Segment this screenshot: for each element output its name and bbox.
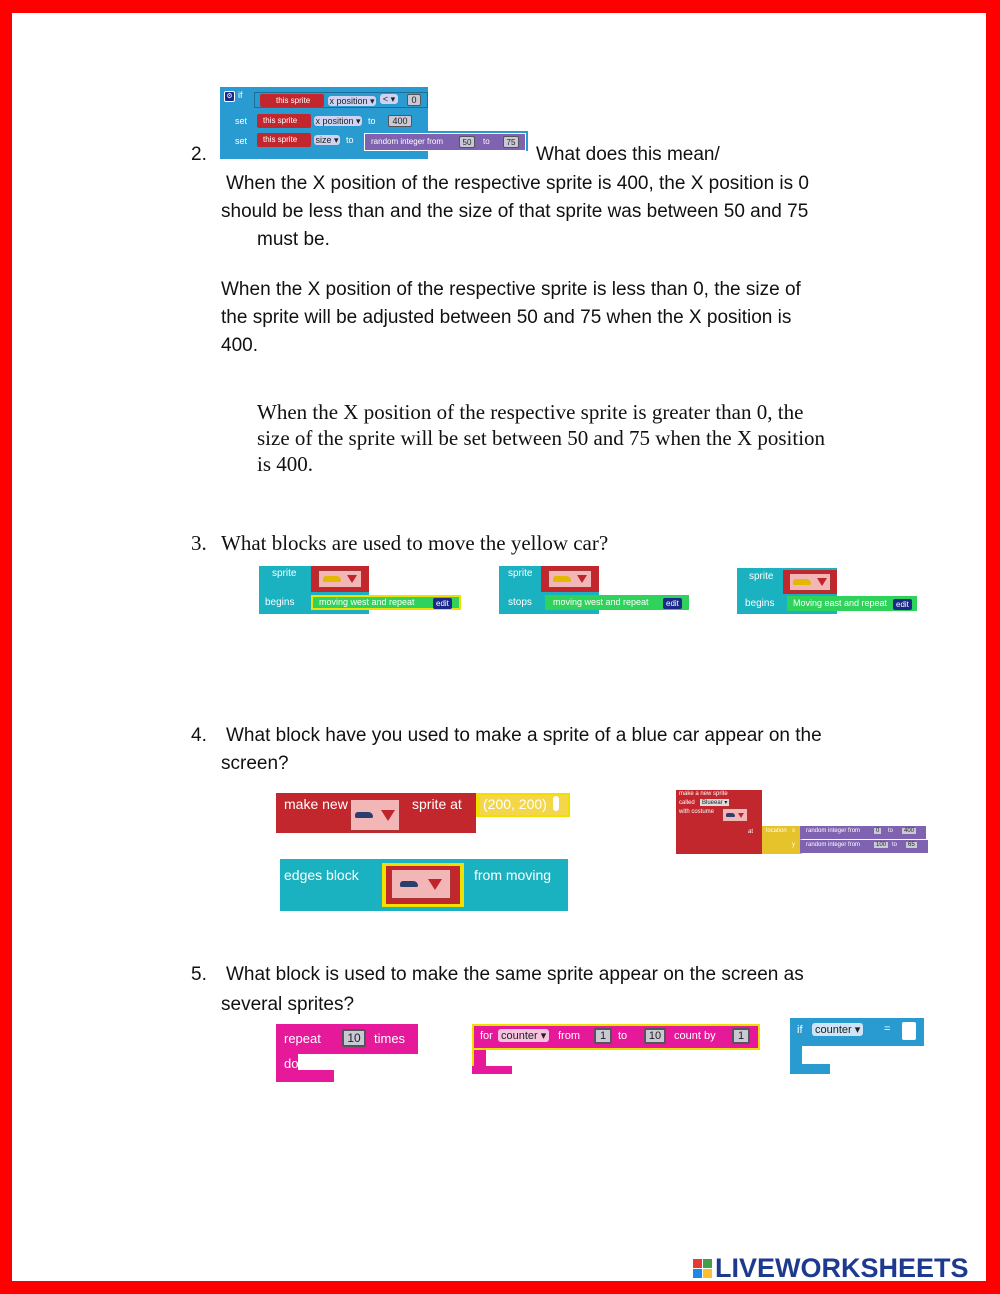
q4-option-make-a-new-sprite[interactable] [676,790,928,855]
do-label: do [284,1056,299,1071]
equals-label: = [884,1023,891,1035]
yellow-car-dropdown [318,570,362,588]
set-label: set [235,116,248,126]
q2-question: What does this mean/ [536,144,720,165]
yellow-car-dropdown [548,570,592,588]
with-costume-label: with costume [679,809,715,815]
blue-car-icon [355,812,373,818]
random-integer-label: random integer from [806,842,861,848]
q2-option-b-line1[interactable]: When the X position of the respective sprite is less than 0, the size of [221,279,801,300]
q2-option-a-line1[interactable]: When the X position of the respective sprite is 400, the X position is 0 [226,173,809,194]
yellow-car-icon [793,579,811,585]
max-value: 400 [904,828,915,834]
to-label: to [888,828,894,834]
called-label: called [679,800,695,806]
to-label: to [618,1030,628,1042]
q4-number: 4. [191,725,207,746]
make-new-sprite-label: make a new sprite [679,791,728,797]
yellow-car-icon [323,576,341,582]
q3-number: 3. [191,531,207,555]
q2-option-c-line3[interactable]: is 400. [257,452,314,476]
x-position-dropdown: x position ▾ [315,115,361,126]
counter-dropdown: counter ▾ [812,1023,863,1036]
q2-option-c-line1[interactable]: When the X position of the respective sprite is greater than 0, the [257,400,804,424]
to-label: to [892,842,898,848]
75-value: 75 [503,136,519,148]
edit-button[interactable]: edit [663,598,682,609]
y-label: y [792,842,795,848]
sprite-at-label: sprite at [412,796,462,812]
counter-dropdown: counter ▾ [498,1029,549,1042]
q2-option-b-line2[interactable]: the sprite will be adjusted between 50 and 75 when the X position is [221,307,792,328]
blue-car-dropdown [722,808,748,822]
empty-input-slot [902,1022,916,1040]
edges-block-label: edges block [284,867,359,883]
zero-value: 0 [407,94,421,106]
begins-label: begins [265,597,295,608]
from-value: 1 [594,1028,612,1044]
begins-label: begins [745,598,775,609]
min-value: 0 [876,828,880,834]
q3-question: What blocks are used to move the yellow car? [221,531,609,555]
q4-option-make-new-sprite[interactable] [276,793,570,833]
blue-car-icon [726,813,735,817]
edit-button[interactable]: edit [433,598,452,609]
action-label: Moving east and repeat [793,598,888,608]
to-value: 10 [644,1028,666,1044]
times-label: times [374,1031,406,1046]
location-label: location [766,828,787,834]
to-label: to [368,116,376,126]
repeat-label: repeat [284,1031,321,1046]
50-value: 50 [459,136,475,148]
edit-button[interactable]: edit [893,599,912,610]
at-label: at [748,829,754,835]
q2-code-image [220,87,528,159]
blue-car-icon [400,881,418,887]
blue-car-dropdown [391,869,451,899]
random-integer-label: random integer from [371,137,444,146]
coords-value: (200, 200) [483,796,547,812]
yellow-car-icon [553,576,571,582]
to-label: to [346,135,354,145]
yellow-car-dropdown [789,573,831,591]
if-label: if [238,90,243,100]
from-moving-label: from moving [474,867,552,883]
for-label: for [480,1030,493,1042]
random-integer-y-block [800,840,928,853]
400-value: 400 [388,115,412,127]
sprite-label: sprite [272,568,297,579]
operator-dropdown: < ▾ [380,94,398,104]
q3-option-begins-east[interactable] [737,568,917,616]
q4-question-line2: screen? [221,753,289,774]
gear-icon: ⚙ [224,91,235,102]
blue-car-dropdown [350,799,400,831]
if-label: if [797,1024,803,1036]
q5-option-repeat[interactable] [276,1024,418,1084]
stops-label: stops [508,597,532,608]
q4-question-line1: What block have you used to make a sprite of a blue car appear on the [226,725,822,746]
this-sprite-block: this sprite [257,133,311,147]
q4-option-edges-block[interactable] [280,859,568,913]
brand-text: LIVEWORKSHEETS [715,1253,969,1283]
make-new-label: make new [284,796,348,812]
q5-question-line1: What block is used to make the same sprite appear on the screen as [226,964,804,985]
count-by-label: count by [674,1030,716,1042]
liveworksheets-logo [693,1253,989,1283]
q3-option-stops-west[interactable] [499,566,689,614]
sprite-label: sprite [749,571,774,582]
this-sprite-block: this sprite [260,94,324,107]
random-integer-label: random integer from [806,828,861,834]
set-label: set [235,136,248,146]
q2-option-a-line3[interactable]: must be. [257,229,330,250]
max-value: 65 [908,842,915,848]
q2-number: 2. [191,144,207,165]
q5-number: 5. [191,964,207,985]
action-label: moving west and repeat [319,597,415,607]
min-value: 100 [876,842,887,848]
size-dropdown: size ▾ [315,134,339,145]
random-integer-x-block [800,826,926,839]
q2-option-b-line3[interactable]: 400. [221,335,258,356]
q5-question-line2: several sprites? [221,994,355,1015]
by-value: 1 [732,1028,750,1044]
this-sprite-block: this sprite [257,114,311,128]
q2-option-c-line2[interactable]: size of the sprite will be set between 50 and 75 when the X position [257,426,826,450]
q5-option-for-loop[interactable] [472,1024,760,1076]
repeat-count: 10 [342,1029,366,1047]
to-label: to [483,137,490,146]
sprite-name-dropdown: Blueear ▾ [702,800,728,806]
pin-icon [553,796,559,811]
q3-option-begins-west[interactable] [259,566,461,614]
q5-option-if-counter[interactable] [790,1018,924,1076]
random-integer-block [364,133,526,151]
q2-option-a-line2[interactable]: should be less than and the size of that sprite was between 50 and 75 [221,201,809,222]
action-label: moving west and repeat [553,597,649,607]
x-position-dropdown: x position ▾ [329,95,375,106]
sprite-label: sprite [508,568,533,579]
from-label: from [558,1030,580,1042]
x-label: x [792,828,795,834]
